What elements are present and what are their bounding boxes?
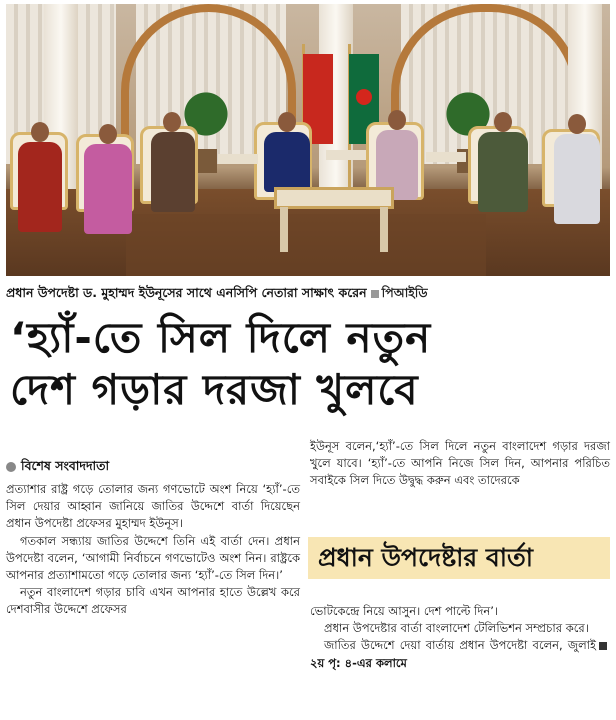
headline-line-1: ‘হ্যাঁ-তে সিল দিলে নতুন (10, 313, 432, 362)
person-head (99, 124, 117, 144)
article-column-left (6, 481, 300, 619)
article-paragraph: প্রধান উপদেষ্টার বার্তা বাংলাদেশ টেলিভিশন সম্প্রচার করে। (324, 621, 589, 636)
article-paragraph: ভোটকেন্দ্রে নিয়ে আসুন। দেশ পাল্টে দিন’। (310, 604, 499, 618)
callout-box (308, 537, 610, 579)
coffee-table (274, 187, 394, 209)
photo-caption (6, 285, 610, 303)
person-head (388, 110, 406, 130)
paragraph-text: জাতির উদ্দেশে দেয়া বার্তায় প্রধান উপদেষ্টা বলেন, জুলাই (324, 638, 596, 653)
person-head (163, 112, 181, 132)
square-bullet-icon (371, 290, 379, 298)
article-paragraph: ইউনূস বলেন,‘হ্যাঁ’-তে সিল দিলে নতুন বাংলাদেশ গড়ার দরজা খুলে যাবে। ‘হ্যাঁ’-তে আপনি নিজে সিল দিন, আপনার পরিচিত সবাইকে সিল দিতে উদ্বুদ্ধ করুন এবং তাদেরকে (310, 439, 610, 488)
table-leg (280, 207, 288, 252)
person-head (568, 114, 586, 134)
person (84, 144, 132, 234)
news-photo (6, 4, 610, 276)
byline-text: বিশেষ সংবাদদাতা (21, 458, 110, 473)
article-paragraph: প্রত্যাশার রাষ্ট্র গড়ে তোলার জন্য গণভোটে অংশ নিয়ে ‘হ্যাঁ’-তে সিল দেয়ার আহ্বান জানিয়ে জাতির উদ্দেশে বার্তা দিয়েছেন প্রধান উপদেষ্টা প্রফেসর মুহাম্মদ ইউনূস। (6, 482, 300, 531)
person-head (278, 112, 296, 132)
photo-credit: পিআইডি (381, 285, 428, 300)
byline (6, 458, 109, 476)
side-table (326, 150, 366, 160)
article-column-right-bottom (310, 603, 610, 672)
side-table (218, 154, 258, 164)
article-paragraph: নতুন বাংলাদেশ গড়ার চাবি এখন আপনার হাতে উল্লেখ করে দেশবাসীর উদ্দেশে প্রফেসর (6, 585, 300, 617)
headline (10, 312, 610, 416)
article-paragraph (310, 637, 610, 671)
person-head (31, 122, 49, 142)
article-paragraph: গতকাল সন্ধ্যায় জাতির উদ্দেশে তিনি এই বার্তা দেন। প্রধান উপদেষ্টা বলেন, ‘আগামী নির্বাচনে গণভোটেও অংশ নিন। রাষ্ট্রকে আপনার প্রত্যাশামতো গড়ে তোলার জন্য ‘হ্যাঁ’-তে সিল দিন।’ (6, 533, 300, 583)
person (554, 134, 600, 224)
callout-text: প্রধান উপদেষ্টার বার্তা (318, 543, 534, 572)
person (264, 132, 310, 192)
plant-pot (195, 149, 217, 173)
person (18, 142, 62, 232)
person-head (494, 112, 512, 132)
caption-text: প্রধান উপদেষ্টা ড. মুহাম্মদ ইউনূসের সাথে এনসিপি নেতারা সাক্ষাৎ করেন (6, 285, 367, 300)
side-table (426, 152, 466, 162)
continued-link[interactable]: ২য় পৃ: ৪-এর কলামে (310, 655, 407, 670)
headline-line-2: দেশ গড়ার দরজা খুলবে (10, 365, 419, 414)
person (151, 132, 195, 212)
table-leg (380, 207, 388, 252)
article-column-right (310, 438, 610, 490)
person (478, 132, 528, 212)
bullet-dot-icon (6, 462, 16, 472)
rug (126, 214, 486, 276)
square-bullet-icon (599, 642, 607, 650)
